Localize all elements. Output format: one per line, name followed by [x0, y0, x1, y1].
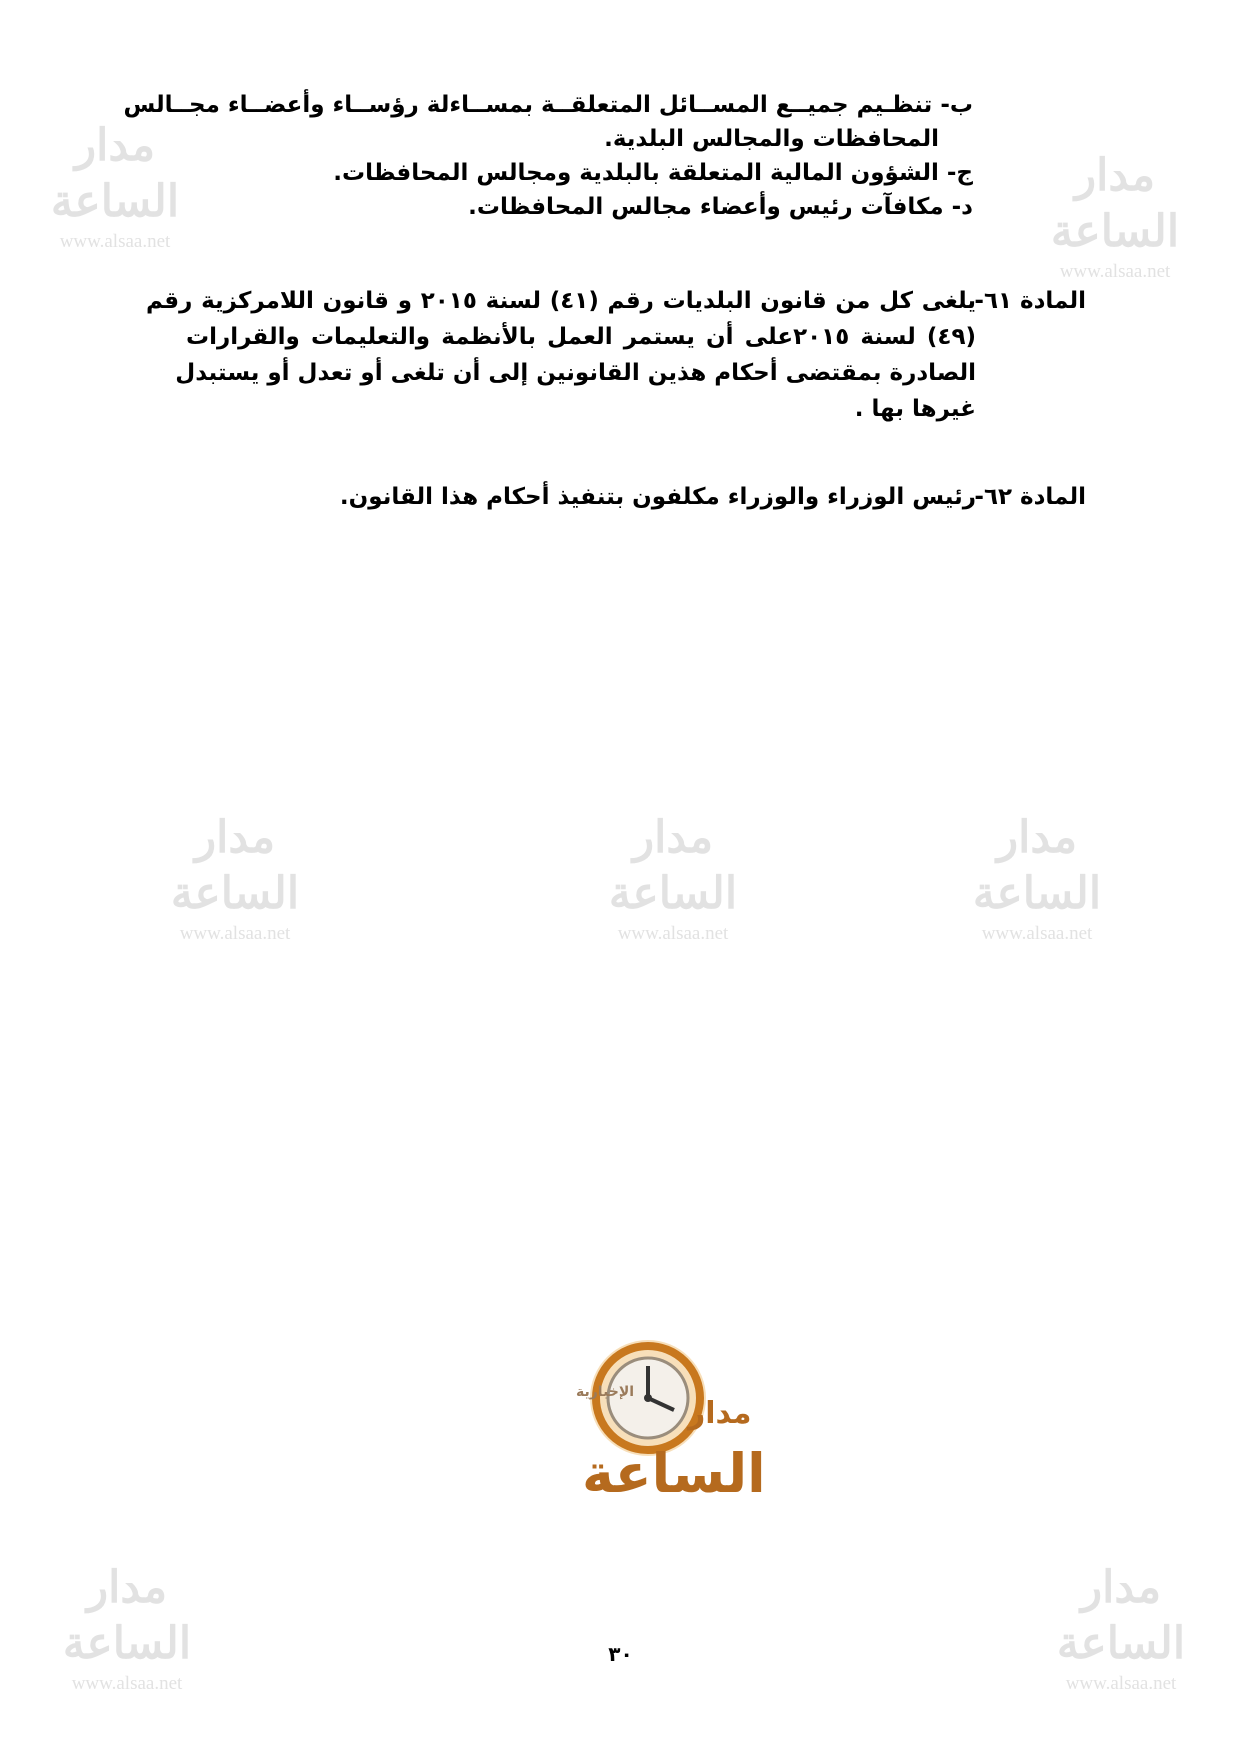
watermark-arabic: مدار الساعة: [1056, 1562, 1186, 1669]
watermark-url: www.alsaa.net: [1059, 261, 1171, 282]
watermark-url: www.alsaa.net: [617, 923, 729, 944]
alsaa-logo: [570, 1330, 766, 1520]
watermark-url: www.alsaa.net: [981, 923, 1093, 944]
section-item-d: د- مكافآت رئيس وأعضاء مجالس المحافظات.: [468, 194, 973, 220]
watermark-url: www.alsaa.net: [59, 231, 171, 252]
watermark: [962, 810, 1112, 946]
watermark-arabic: مدار الساعة: [62, 1562, 192, 1669]
watermark-url: www.alsaa.net: [71, 1673, 183, 1694]
section-item-j: ج- الشؤون المالية المتعلقة بالبلدية ومجالس المحافظات.: [333, 160, 973, 186]
watermark-url: www.alsaa.net: [179, 923, 291, 944]
article-61-label: المادة ٦١-: [974, 288, 1086, 314]
watermark: [1046, 1560, 1196, 1696]
logo-word-main: الساعة: [582, 1442, 766, 1505]
logo-word-side: الإخبارية: [576, 1384, 635, 1400]
watermark-arabic: مدار الساعة: [170, 812, 300, 919]
article-61-line3: الصادرة بمقتضى أحكام هذين القانونين إلى أن تلغى أو تعدل أو يستبدل: [175, 360, 976, 386]
watermark-url: www.alsaa.net: [1065, 1673, 1177, 1694]
article-62-label: المادة ٦٢-: [974, 484, 1086, 510]
page-number: ٣٠: [608, 1642, 633, 1666]
article-61-line2: (٤٩) لسنة ٢٠١٥على أن يستمر العمل بالأنظمة والتعليمات والقرارات: [186, 324, 976, 350]
watermark-arabic: مدار الساعة: [1050, 150, 1180, 257]
watermark: [160, 810, 310, 946]
watermark: [1040, 148, 1190, 284]
watermark: [598, 810, 748, 946]
watermark-arabic: مدار الساعة: [50, 120, 180, 227]
article-61-line4: غيرها بها .: [854, 396, 976, 422]
watermark: [40, 118, 190, 254]
article-62-text: رئيس الوزراء والوزراء مكلفون بتنفيذ أحكام هذا القانون.: [339, 484, 976, 510]
logo-word-top: مدار: [688, 1396, 752, 1431]
section-item-b-line2: المحافظات والمجالس البلدية.: [604, 126, 939, 152]
watermark-arabic: مدار الساعة: [972, 812, 1102, 919]
watermark: [52, 1560, 202, 1696]
watermark-arabic: مدار الساعة: [608, 812, 738, 919]
article-61-line1: يلغى كل من قانون البلديات رقم (٤١) لسنة ٢٠١٥ و قانون اللامركزية رقم: [146, 288, 976, 314]
section-item-b-line1: ب- تنظـيم جميــع المســائل المتعلقــة بمســاءلة رؤســاء وأعضــاء مجــالس: [123, 92, 973, 118]
